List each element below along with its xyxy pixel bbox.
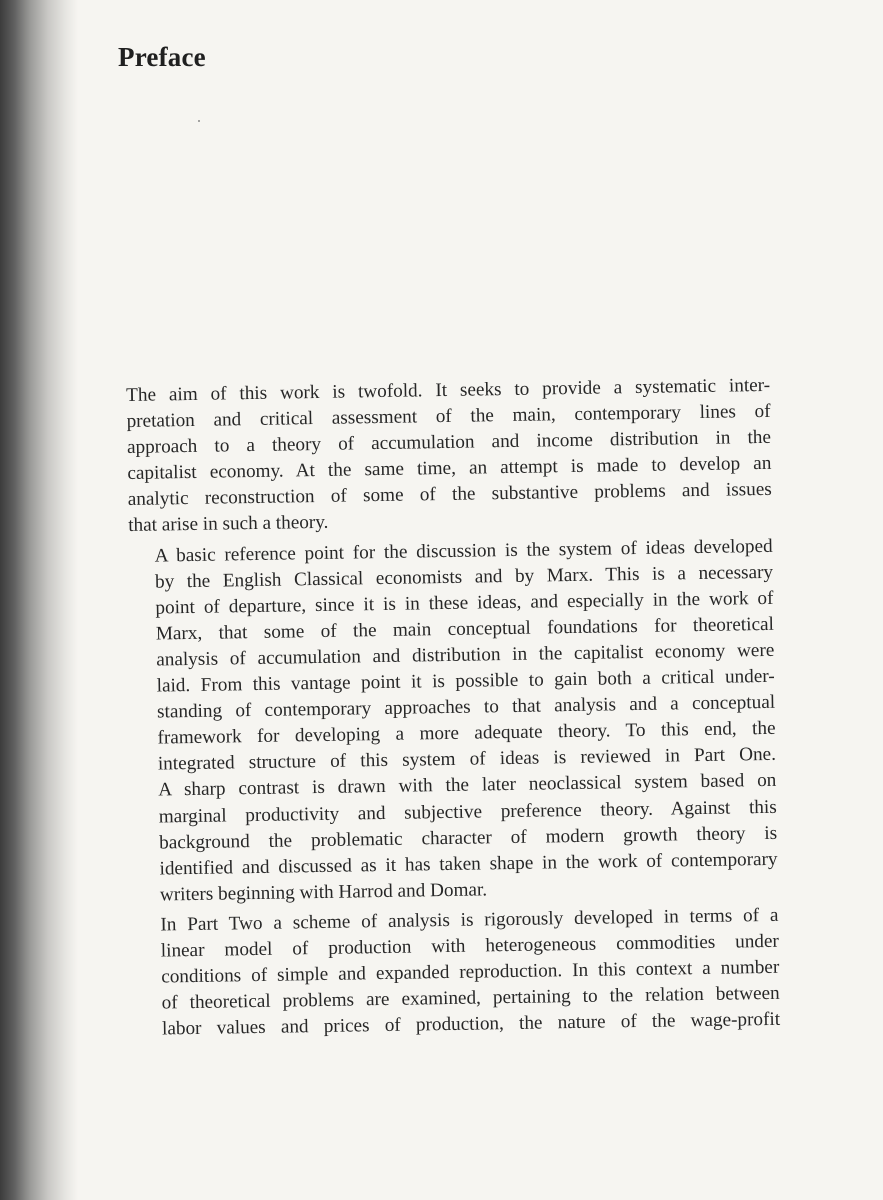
text-line: The aim of this work is twofold. It seeks to provide a systematic inter- xyxy=(126,374,771,406)
text-line: standing of contemporary approaches to that analysis and a conceptual xyxy=(156,691,776,723)
text-line: that arise in such a theory. xyxy=(128,512,329,537)
text-line: identified and discussed as it has taken shape in the work of contemporary xyxy=(159,848,778,880)
text-line: A basic reference point for the discussion is the system of ideas developed xyxy=(154,535,773,567)
body-text xyxy=(126,373,780,1043)
text-line: pretation and critical assessment of the main, contemporary lines of xyxy=(126,400,771,433)
paragraph-1 xyxy=(126,373,772,540)
paragraph-3 xyxy=(134,903,780,1044)
text-line: capitalist economy. At the same time, an attempt is made to develop an xyxy=(127,453,772,485)
text-line: approach to a theory of accumulation and income distribution in the xyxy=(126,427,772,459)
text-line: point of departure, since it is in these ideas, and especially in the work of xyxy=(155,587,774,619)
text-line: marginal productivity and subjective preference theory. Against this xyxy=(158,796,777,828)
text-line: background the problematic character of modern growth theory is xyxy=(158,822,778,854)
paragraph-2 xyxy=(129,533,779,908)
print-speck xyxy=(198,120,200,122)
text-line: A sharp contrast is drawn with the later neoclassical system based on xyxy=(158,770,777,801)
text-line: analysis of accumulation and distribution in the capitalist economy were xyxy=(156,639,775,671)
text-line: by the English Classical economists and by Marx. This is a necessary xyxy=(154,561,774,593)
text-line: of theoretical problems are examined, pertaining to the relation between xyxy=(161,982,780,1014)
text-line: conditions of simple and expanded reproduction. In this context a number xyxy=(161,956,780,988)
text-line: laid. From this vantage point it is possible to gain both a critical under- xyxy=(156,665,775,697)
page-heading: Preface xyxy=(118,42,206,72)
text-line: Marx, that some of the main conceptual foundations for theoretical xyxy=(155,613,775,645)
text-line: analytic reconstruction of some of the substantive problems and issues xyxy=(127,479,772,511)
text-line: writers beginning with Harrod and Domar. xyxy=(159,879,488,906)
text-line: framework for developing a more adequate theory. To this end, the xyxy=(157,718,776,749)
text-line: integrated structure of this system of ideas is reviewed in Part One. xyxy=(157,744,777,775)
text-line: linear model of production with heterogeneous commodities under xyxy=(160,930,780,962)
text-line: labor values and prices of production, the nature of the wage-profit xyxy=(161,1009,781,1040)
text-line: In Part Two a scheme of analysis is rigorously developed in terms of a xyxy=(160,904,779,936)
